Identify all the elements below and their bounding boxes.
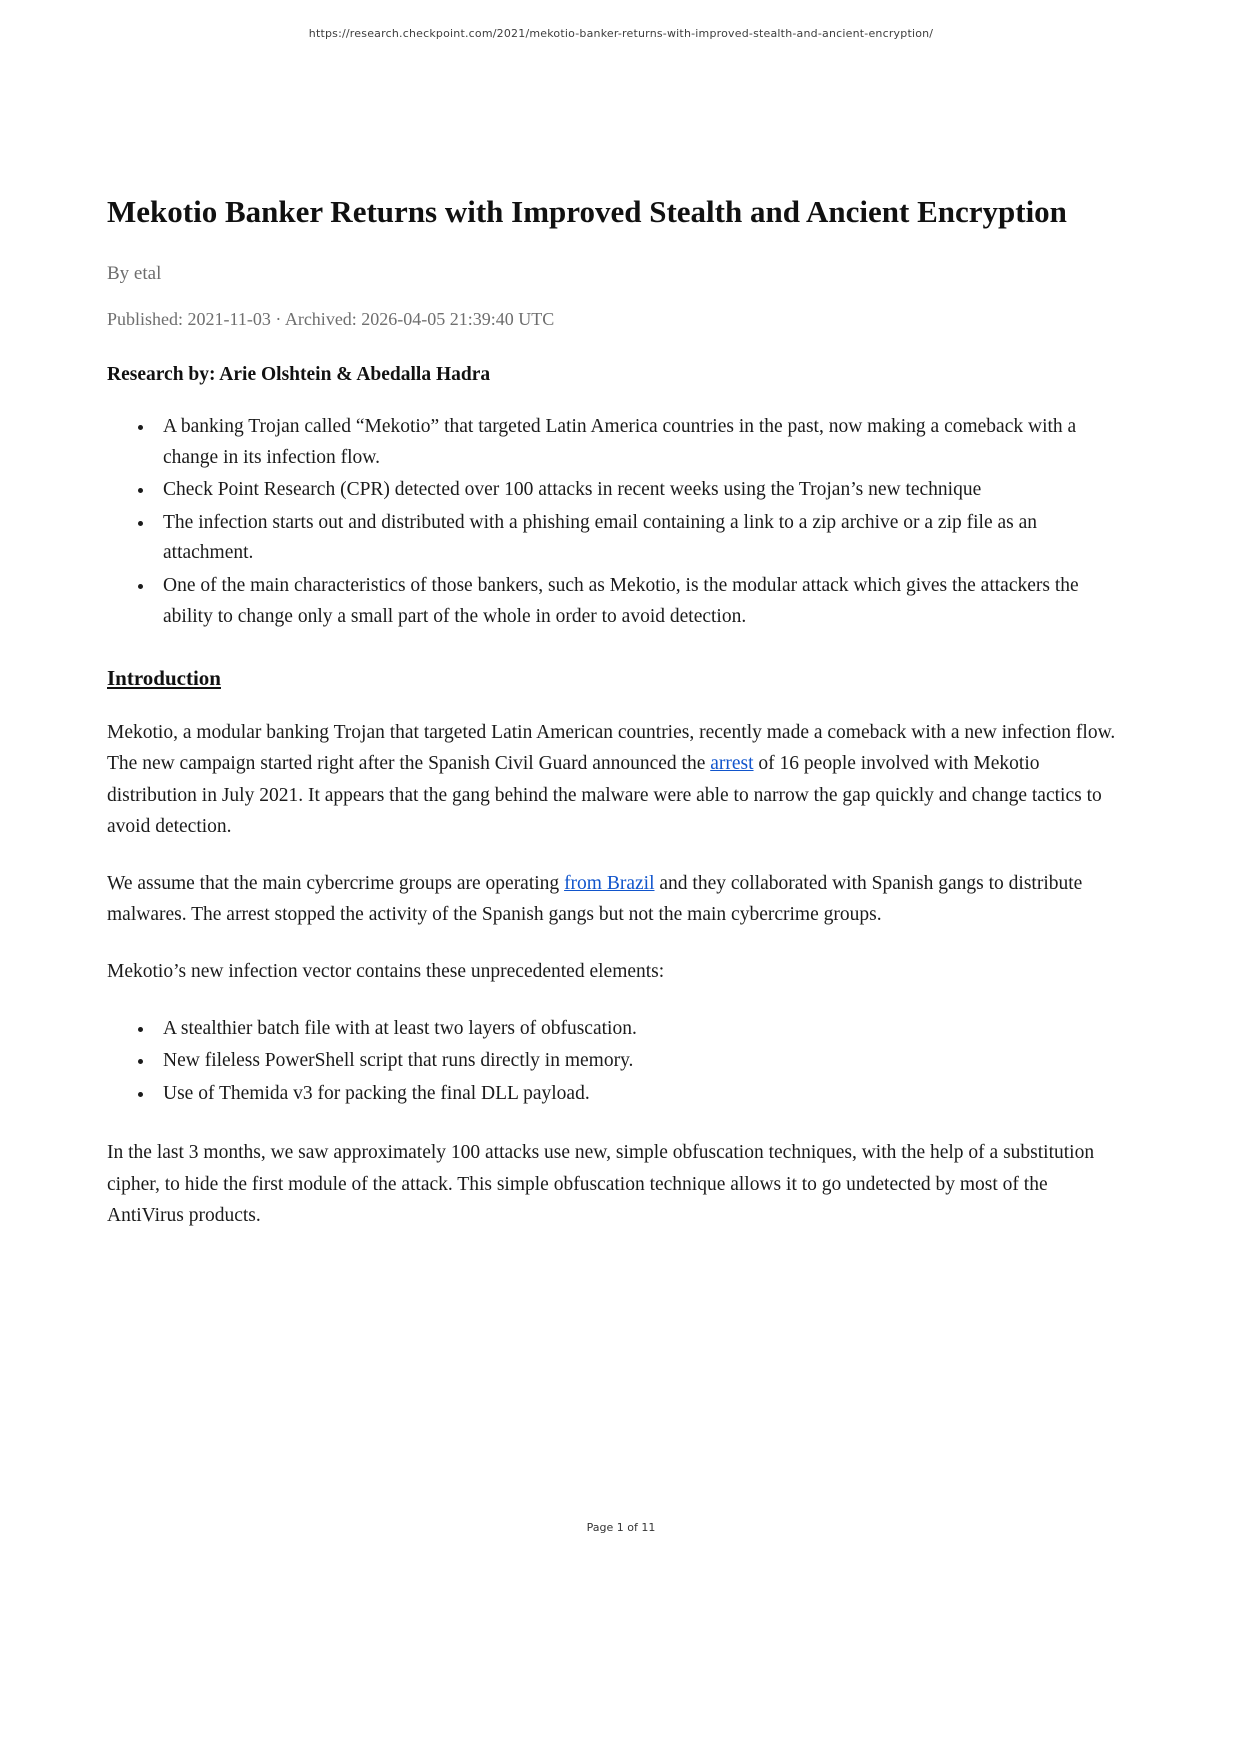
research-by-line: Research by: Arie Olshtein & Abedalla Hadra <box>107 363 491 385</box>
list-item: • A stealthier batch file with at least two layers of obfuscation. <box>155 1014 1117 1045</box>
article-byline: By etal <box>107 262 162 284</box>
list-item: • New fileless PowerShell script that runs directly in memory. <box>155 1046 1117 1077</box>
list-item: • One of the main characteristics of those bankers, such as Mekotio, is the modular attack which gives the attackers the ability to change only a small part of the whole in order to avoid detection. <box>155 571 1117 632</box>
paragraph-text: We assume that the main cybercrime groups are operating <box>107 872 565 894</box>
list-item: • Check Point Research (CPR) detected over 100 attacks in recent weeks using the Trojan’s new technique <box>155 475 1117 506</box>
list-item: • A banking Trojan called “Mekotio” that targeted Latin America countries in the past, now making a comeback with a change in its infection flow. <box>155 412 1117 473</box>
article-title: Mekotio Banker Returns with Improved Stealth and Ancient Encryption <box>107 194 1067 229</box>
paragraph-intro-1 <box>107 717 1117 842</box>
key-points-list <box>107 412 1117 632</box>
from-brazil-link[interactable]: from Brazil <box>564 872 655 894</box>
paragraph-intro-3: Mekotio’s new infection vector contains these unprecedented elements: <box>107 961 665 983</box>
source-url: https://research.checkpoint.com/2021/mekotio-banker-returns-with-improved-stealth-and-ancient-encryption/ <box>308 27 934 40</box>
arrest-link[interactable]: arrest <box>710 753 754 775</box>
paragraph-intro-4: In the last 3 months, we saw approximately 100 attacks use new, simple obfuscation techniques, with the help of a substitution cipher, to hide the first module of the attack. This simple obfuscation technique allows it to go undetected by most of the AntiVirus products. <box>107 1142 1095 1226</box>
paragraph-intro-2 <box>107 868 1117 930</box>
list-item: • The infection starts out and distributed with a phishing email containing a link to a zip archive or a zip file as an attachment. <box>155 508 1117 569</box>
list-item: • Use of Themida v3 for packing the final DLL payload. <box>155 1079 1117 1110</box>
paragraph-text: of 16 people involved with Mekotio distribution in July 2021. It appears that the gang behind the malware were able to narrow the gap quickly and change tactics to avoid detection. <box>107 753 1102 837</box>
article-meta: Published: 2021-11-03 · Archived: 2026-04-05 21:39:40 UTC <box>107 308 555 329</box>
introduction-heading: Introduction <box>107 666 221 691</box>
article-body <box>107 188 1117 1257</box>
infection-elements-list <box>107 1014 1117 1110</box>
paragraph-text: and they collaborated with Spanish gangs to distribute malwares. The arrest stopped the activity of the Spanish gangs but not the main cybercrime groups. <box>107 872 1083 926</box>
page-number: Page 1 of 11 <box>586 1521 656 1534</box>
paragraph-text: Mekotio, a modular banking Trojan that targeted Latin American countries, recently made a comeback with a new infection flow. The new campaign started right after the Spanish Civil Guard announced the <box>107 722 1116 775</box>
